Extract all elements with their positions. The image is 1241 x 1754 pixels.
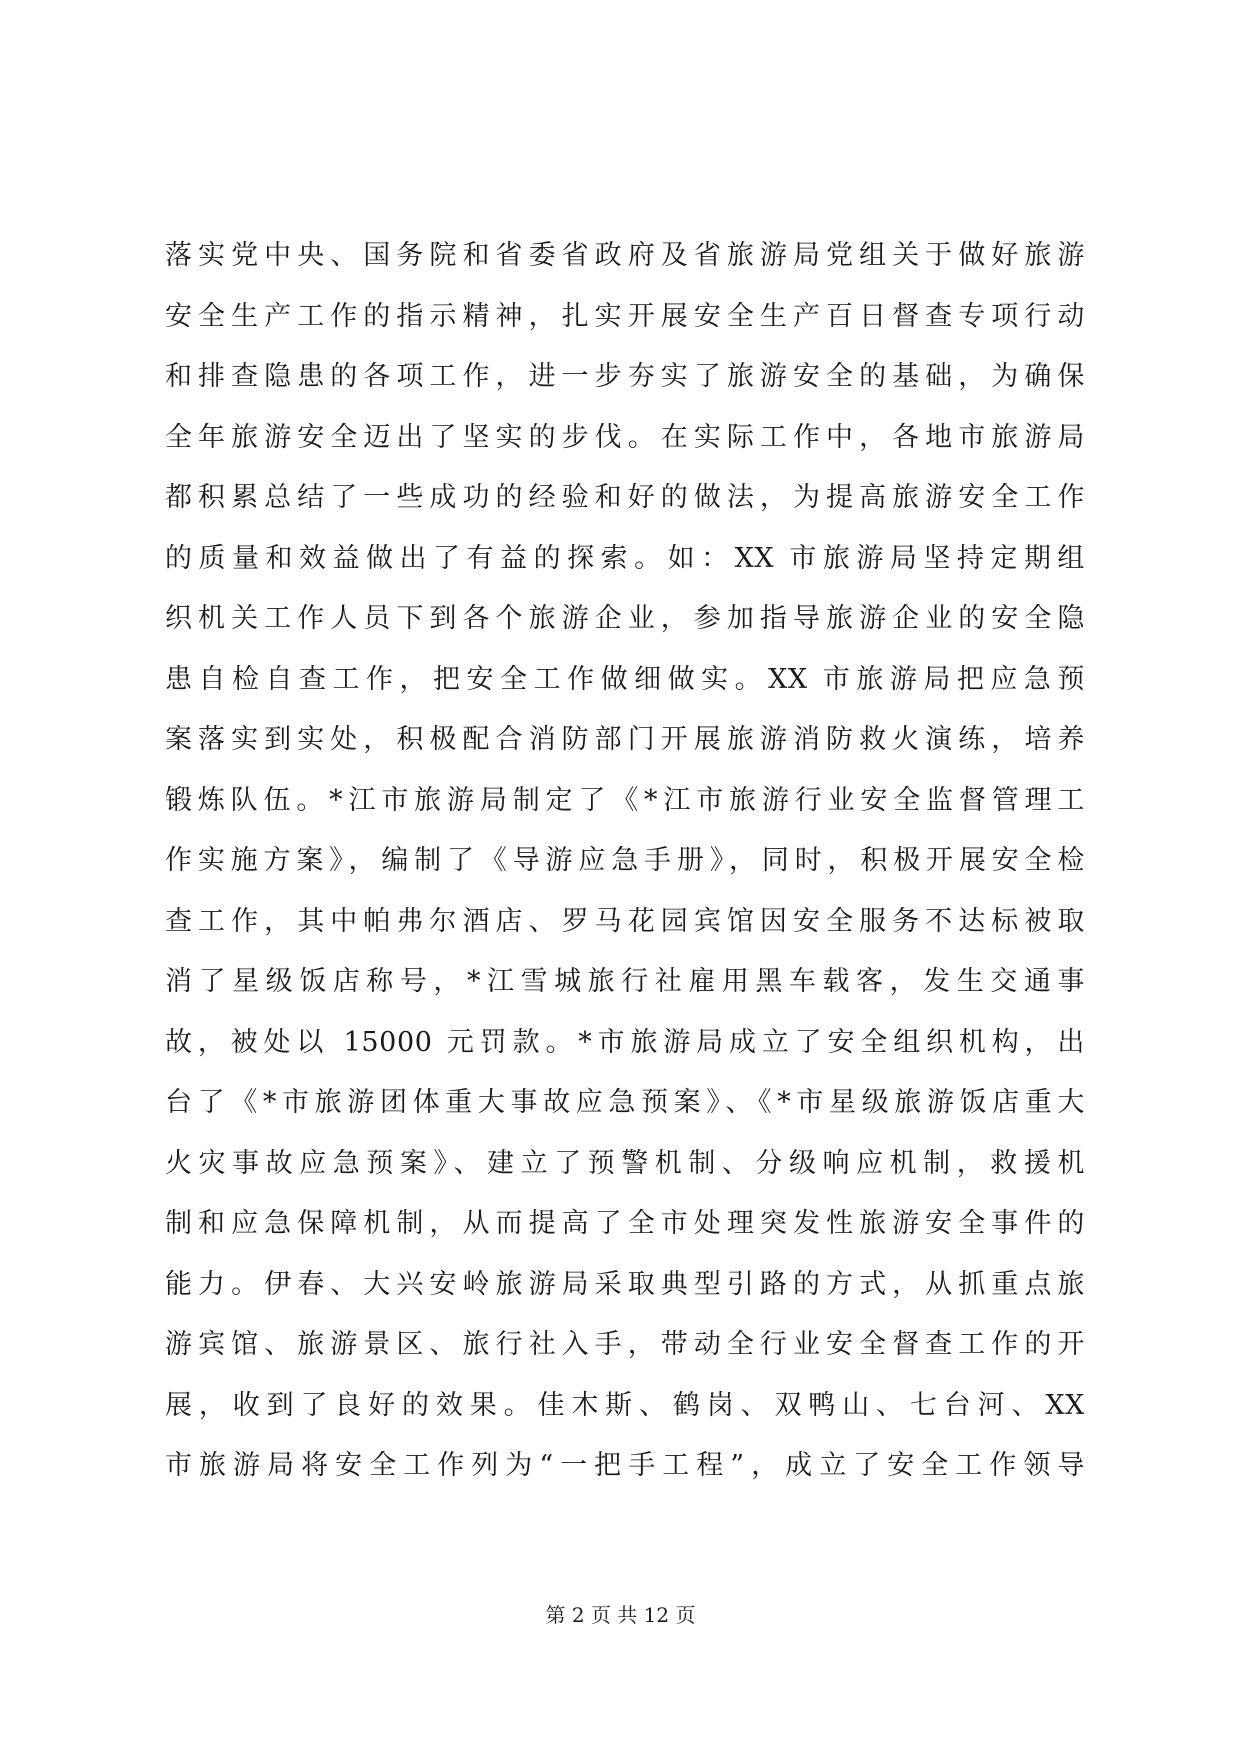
- text-line: 全年旅游安全迈出了坚实的步伐。在实际工作中，各地市旅游局: [165, 421, 1085, 453]
- text-line: 和排查隐患的各项工作，进一步夯实了旅游安全的基础，为确保: [165, 361, 1085, 392]
- text-line: 锻炼队伍。*江市旅游局制定了《*江市旅游行业安全监督管理工: [165, 784, 1085, 816]
- text-line: 火灾事故应急预案》、建立了预警机制、分级响应机制，救援机: [165, 1147, 1085, 1179]
- body-paragraph: [165, 226, 1085, 1497]
- text-line: 案落实到实处，积极配合消防部门开展旅游消防救火演练，培养: [165, 724, 1085, 755]
- text-line: 台了《*市旅游团体重大事故应急预案》、《*市星级旅游饭店重大: [165, 1087, 1085, 1118]
- text-line: 查工作，其中帕弗尔酒店、罗马花园宾馆因安全服务不达标被取: [165, 905, 1085, 937]
- text-line: 的质量和效益做出了有益的探索。如：XX 市旅游局坚持定期组: [165, 542, 1085, 574]
- text-line: 能力。伊春、大兴安岭旅游局采取典型引路的方式，从抓重点旅: [165, 1268, 1085, 1300]
- text-line: 安全生产工作的指示精神，扎实开展安全生产百日督查专项行动: [165, 300, 1085, 332]
- text-line: 故，被处以 15000 元罚款。*市旅游局成立了安全组织机构，出: [165, 1026, 1085, 1058]
- text-line: 制和应急保障机制，从而提高了全市处理突发性旅游安全事件的: [165, 1208, 1085, 1239]
- text-line: 展，收到了良好的效果。佳木斯、鹤岗、双鸭山、七台河、XX: [165, 1389, 1085, 1421]
- text-line: 都积累总结了一些成功的经验和好的做法，为提高旅游安全工作: [165, 482, 1085, 513]
- text-line: 消了星级饭店称号，*江雪城旅行社雇用黑车载客，发生交通事: [165, 966, 1085, 997]
- text-line: 市旅游局将安全工作列为“一把手工程”，成立了安全工作领导: [165, 1450, 1085, 1481]
- text-line: 落实党中央、国务院和省委省政府及省旅游局党组关于做好旅游: [165, 240, 1085, 271]
- page-number-footer: 第 2 页 共 12 页: [545, 1603, 696, 1627]
- text-line: 作实施方案》，编制了《导游应急手册》，同时，积极开展安全检: [165, 845, 1085, 876]
- text-line: 患自检自查工作，把安全工作做细做实。XX 市旅游局把应急预: [165, 663, 1085, 695]
- text-line: 织机关工作人员下到各个旅游企业，参加指导旅游企业的安全隐: [165, 603, 1085, 634]
- text-line: 游宾馆、旅游景区、旅行社入手，带动全行业安全督查工作的开: [165, 1329, 1085, 1360]
